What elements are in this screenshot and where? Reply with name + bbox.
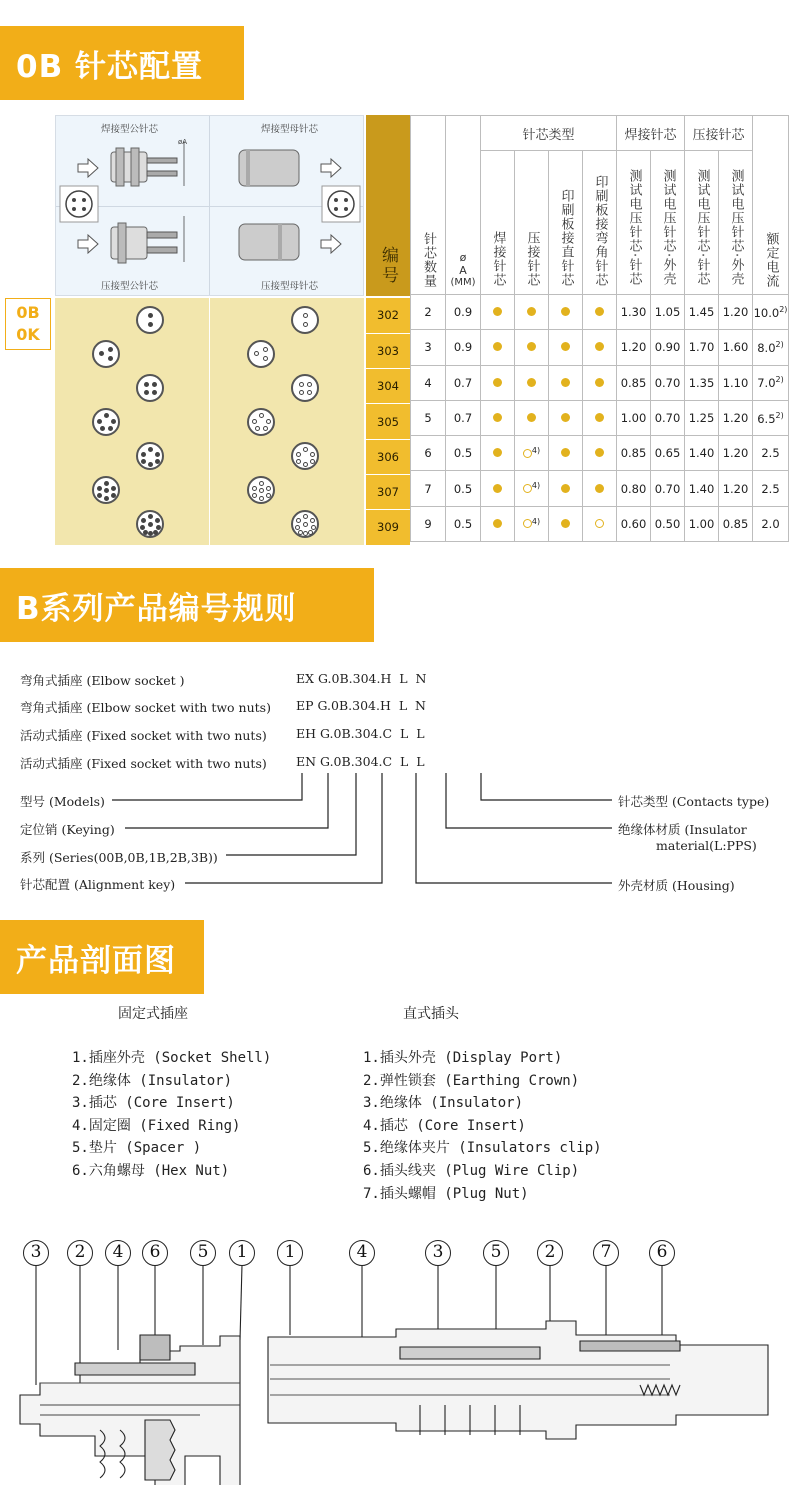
available-marker: [493, 448, 502, 457]
cell-voltage-3: [685, 295, 719, 330]
plug-part-2: 2.弹性锁套 (Earthing Crown): [363, 1072, 580, 1089]
value: 2.5: [761, 446, 780, 461]
cell-voltage-2: [651, 330, 685, 365]
value: 9: [424, 516, 432, 531]
legend-contacts: 针芯类型 (Contacts type): [618, 794, 770, 809]
available-marker: [493, 378, 502, 387]
value: 0.90: [654, 340, 681, 355]
socket-part-4: 4.固定圈 (Fixed Ring): [72, 1117, 241, 1134]
plug-part-4: 4.插芯 (Core Insert): [363, 1117, 526, 1134]
cell-solder-mark: [481, 295, 515, 330]
value: 2: [424, 305, 432, 320]
value: 0.5: [453, 446, 473, 461]
footnote: 2): [775, 375, 784, 385]
cell-current: [753, 400, 789, 435]
series-side-label: [5, 298, 51, 350]
available-marker: [595, 448, 604, 457]
value: 5: [424, 411, 432, 426]
value: 0.7: [453, 411, 473, 426]
female-pin-layouts: [210, 298, 365, 545]
available-marker: [493, 484, 502, 493]
pin-layout-303-female: [247, 340, 275, 368]
callout-plug-5: 5: [483, 1240, 509, 1266]
value: 1.00: [688, 516, 715, 531]
value: 0.7: [453, 375, 473, 390]
header-a-sym: ø: [459, 251, 467, 264]
value: 0.65: [654, 446, 681, 461]
value: 0.70: [654, 481, 681, 496]
value: 8.0: [757, 340, 776, 355]
rule-line-3-label: 活动式插座 (Fixed socket with two nuts): [20, 728, 267, 743]
callout-socket-5: 5: [190, 1240, 216, 1266]
cell-code: 305: [366, 404, 410, 439]
cell-pins: [411, 365, 446, 400]
spec-table: [410, 115, 789, 542]
cell-pcb-elbow-mark: [583, 400, 617, 435]
cell-current: [753, 506, 789, 541]
cell-pcb-elbow-mark: [583, 506, 617, 541]
cell-voltage-4: [719, 400, 753, 435]
cell-code: 302: [366, 298, 410, 333]
legend-keying: 定位销 (Keying): [20, 822, 115, 837]
value: 6: [424, 446, 432, 461]
value: 7.0: [757, 376, 776, 391]
available-marker: [527, 342, 536, 351]
value: 0.9: [453, 340, 473, 355]
cell-pcb-elbow-mark: [583, 330, 617, 365]
value: 6.5: [757, 411, 776, 426]
value: 1.70: [688, 340, 715, 355]
available-marker: [561, 342, 570, 351]
cell-diameter: [446, 295, 481, 330]
cell-voltage-4: [719, 330, 753, 365]
value: 0.70: [654, 411, 681, 426]
cell-voltage-2: [651, 506, 685, 541]
pin-layout-307-male: [92, 476, 120, 504]
cell-voltage-4: [719, 506, 753, 541]
value: 1.20: [620, 340, 647, 355]
header-current: 额定电流: [763, 232, 779, 288]
pin-layout-302-male: [136, 306, 164, 334]
rule-line-4-code: EN G.0B.304.C L L: [296, 754, 425, 769]
callout-socket-2: 2: [67, 1240, 93, 1266]
cell-solder-mark: [481, 330, 515, 365]
legend-housing: 外壳材质 (Housing): [618, 878, 735, 893]
rule-line-4-label: 活动式插座 (Fixed socket with two nuts): [20, 756, 267, 771]
cell-voltage-2: [651, 295, 685, 330]
socket-part-5: 5.垫片 (Spacer ): [72, 1140, 202, 1157]
cell-diameter: [446, 471, 481, 506]
spec-row: [411, 436, 789, 471]
side-label-0b: 0B: [16, 303, 40, 322]
optional-marker: [595, 519, 604, 528]
cell-voltage-2: [651, 400, 685, 435]
value: 2.0: [761, 516, 780, 531]
header-solder-test: 焊接针芯: [617, 116, 685, 151]
socket-part-3: 3.插芯 (Core Insert): [72, 1095, 235, 1112]
header-t3: 测试电压针芯·针芯: [694, 169, 710, 287]
spec-row: [411, 330, 789, 365]
header-crimp-test: 压接针芯: [685, 116, 753, 151]
available-marker: [493, 519, 502, 528]
cell-pcb-straight-mark: [549, 471, 583, 506]
value: 1.20: [722, 481, 749, 496]
cell-solder-mark: [481, 400, 515, 435]
spec-row: [411, 365, 789, 400]
plug-part-3: 3.绝缘体 (Insulator): [363, 1095, 524, 1112]
code-column: [366, 298, 410, 546]
cell-pins: [411, 506, 446, 541]
cell-pcb-elbow-mark: [583, 365, 617, 400]
plug-part-7: 7.插头螺帽 (Plug Nut): [363, 1185, 529, 1202]
cell-crimp-mark: [515, 330, 549, 365]
value: 2.5: [761, 481, 780, 496]
cell-code: 304: [366, 369, 410, 404]
value: 0.80: [620, 481, 647, 496]
cell-code: 309: [366, 510, 410, 545]
value: 3: [424, 340, 432, 355]
value: 1.40: [688, 446, 715, 461]
cell-voltage-4: [719, 295, 753, 330]
cell-solder-mark: [481, 436, 515, 471]
spec-row: [411, 295, 789, 330]
plug-part-1: 1.插头外壳 (Display Port): [363, 1050, 563, 1066]
footnote: 2): [779, 304, 788, 314]
header-t4: 测试电压针芯·外壳: [728, 169, 744, 287]
pin-layout-303-male: [92, 340, 120, 368]
side-label-0k: 0K: [16, 325, 40, 344]
cell-pins: [411, 400, 446, 435]
cell-code: 306: [366, 439, 410, 474]
cell-voltage-1: [617, 506, 651, 541]
pin-layout-309-female: [291, 510, 319, 538]
cell-pins: [411, 330, 446, 365]
legend-insulator-material: material(L:PPS): [656, 838, 757, 853]
available-marker: [595, 342, 604, 351]
header-code: 编号: [366, 115, 410, 296]
cell-voltage-1: [617, 295, 651, 330]
optional-marker: [523, 484, 532, 493]
cell-diameter: [446, 436, 481, 471]
pin-layout-304-female: [291, 374, 319, 402]
value: 1.05: [654, 305, 681, 320]
callout-plug-3: 3: [425, 1240, 451, 1266]
cell-voltage-1: [617, 400, 651, 435]
callout-socket-6: 6: [142, 1240, 168, 1266]
fixed-socket-title: 固定式插座: [118, 1006, 188, 1022]
available-marker: [595, 413, 604, 422]
header-t2: 测试电压针芯·外壳: [660, 169, 676, 287]
cell-voltage-3: [685, 365, 719, 400]
label-solder-female: 焊接型母针芯: [261, 124, 319, 135]
value: 0.85: [620, 375, 647, 390]
socket-parts-list: [72, 1047, 271, 1183]
callout-socket-3: 3: [23, 1240, 49, 1266]
cell-voltage-3: [685, 436, 719, 471]
value: 10.0: [753, 305, 780, 320]
value: 1.60: [722, 340, 749, 355]
value: 1.10: [722, 375, 749, 390]
spec-row: [411, 400, 789, 435]
value: 4: [424, 375, 432, 390]
footnote: 4): [531, 481, 541, 491]
socket-part-2: 2.绝缘体 (Insulator): [72, 1072, 233, 1089]
label-dim-a: øA: [178, 138, 188, 146]
cell-current: [753, 295, 789, 330]
plug-parts-list: [363, 1047, 602, 1205]
value: 1.20: [722, 411, 749, 426]
header-solder: 焊接针芯: [490, 230, 506, 287]
cell-crimp-mark: [515, 400, 549, 435]
pin-layout-307-female: [247, 476, 275, 504]
callout-plug-7: 7: [593, 1240, 619, 1266]
cell-crimp-mark: [515, 471, 549, 506]
value: 0.9: [453, 305, 473, 320]
value: 0.85: [722, 516, 749, 531]
cell-pcb-elbow-mark: [583, 471, 617, 506]
header-pcb-straight: 印刷板接直针芯: [558, 188, 574, 287]
optional-marker: [523, 519, 532, 528]
value: 1.20: [722, 305, 749, 320]
male-pin-layouts: [55, 298, 210, 545]
plug-part-5: 5.绝缘体夹片 (Insulators clip): [363, 1140, 602, 1157]
value: 0.85: [620, 446, 647, 461]
pin-layout-302-female: [291, 306, 319, 334]
value: 0.60: [620, 516, 647, 531]
cell-solder-mark: [481, 365, 515, 400]
pin-layout-305-female: [247, 408, 275, 436]
header-pins: 针芯数量: [421, 232, 436, 288]
straight-plug-title: 直式插头: [403, 1006, 459, 1022]
cell-current: [753, 471, 789, 506]
callout-socket-1: 1: [229, 1240, 255, 1266]
cell-pcb-straight-mark: [549, 506, 583, 541]
cell-pins: [411, 471, 446, 506]
section2-title: B系列产品编号规则: [0, 568, 374, 642]
available-marker: [595, 484, 604, 493]
rule-line-1-code: EX G.0B.304.H L N: [296, 671, 427, 686]
cell-crimp-mark: [515, 436, 549, 471]
pin-layout-304-male: [136, 374, 164, 402]
cell-pins: [411, 295, 446, 330]
available-marker: [561, 484, 570, 493]
footnote: 2): [775, 340, 784, 350]
pin-type-diagram: [55, 115, 364, 296]
available-marker: [595, 307, 604, 316]
header-a-unit: (MM): [450, 277, 476, 288]
value: 0.50: [654, 516, 681, 531]
legend-series: 系列 (Series(00B,0B,1B,2B,3B)): [20, 850, 218, 865]
pin-layout-306-male: [136, 442, 164, 470]
cell-diameter: [446, 400, 481, 435]
pin-layout-305-male: [92, 408, 120, 436]
cell-pcb-straight-mark: [549, 365, 583, 400]
legend-insulator: 绝缘体材质 (Insulator: [618, 822, 747, 837]
section1-title: 0B 针芯配置: [0, 26, 244, 100]
cell-voltage-2: [651, 436, 685, 471]
cell-diameter: [446, 365, 481, 400]
value: 1.20: [722, 446, 749, 461]
value: 1.00: [620, 411, 647, 426]
callout-socket-4: 4: [105, 1240, 131, 1266]
cell-voltage-4: [719, 471, 753, 506]
value: 7: [424, 481, 432, 496]
available-marker: [493, 307, 502, 316]
header-a: A: [459, 264, 467, 277]
cell-pcb-straight-mark: [549, 330, 583, 365]
cell-pcb-straight-mark: [549, 400, 583, 435]
spec-row: [411, 506, 789, 541]
cell-pcb-elbow-mark: [583, 295, 617, 330]
rule-line-2-label: 弯角式插座 (Elbow socket with two nuts): [20, 700, 271, 715]
header-t1: 测试电压针芯·针芯: [626, 169, 642, 287]
value: 1.45: [688, 305, 715, 320]
plug-part-6: 6.插头线夹 (Plug Wire Clip): [363, 1162, 580, 1179]
footnote: 2): [775, 410, 784, 420]
available-marker: [493, 342, 502, 351]
legend-models: 型号 (Models): [20, 794, 105, 809]
value: 1.30: [620, 305, 647, 320]
footnote: 4): [531, 445, 541, 455]
cell-voltage-1: [617, 471, 651, 506]
cell-solder-mark: [481, 471, 515, 506]
cell-diameter: [446, 330, 481, 365]
value: 0.5: [453, 516, 473, 531]
cell-pcb-straight-mark: [549, 436, 583, 471]
value: 1.40: [688, 481, 715, 496]
callout-plug-1: 1: [277, 1240, 303, 1266]
callout-plug-4: 4: [349, 1240, 375, 1266]
available-marker: [561, 307, 570, 316]
cell-voltage-3: [685, 400, 719, 435]
header-pcb-elbow: 印刷板接弯角针芯: [592, 174, 608, 287]
cell-pins: [411, 436, 446, 471]
cell-crimp-mark: [515, 506, 549, 541]
cell-voltage-3: [685, 330, 719, 365]
spec-row: [411, 471, 789, 506]
cell-voltage-2: [651, 471, 685, 506]
pin-layout-309-male: [136, 510, 164, 538]
available-marker: [561, 448, 570, 457]
pin-layout-306-female: [291, 442, 319, 470]
available-marker: [527, 413, 536, 422]
cell-pcb-elbow-mark: [583, 436, 617, 471]
socket-part-6: 6.六角螺母 (Hex Nut): [72, 1162, 230, 1179]
cell-crimp-mark: [515, 365, 549, 400]
cell-current: [753, 365, 789, 400]
cell-voltage-1: [617, 365, 651, 400]
available-marker: [561, 413, 570, 422]
available-marker: [561, 519, 570, 528]
rule-line-3-code: EH G.0B.304.C L L: [296, 726, 425, 741]
cell-code: 307: [366, 474, 410, 509]
header-pin-type: 针芯类型: [481, 116, 617, 151]
cell-voltage-3: [685, 471, 719, 506]
available-marker: [527, 378, 536, 387]
cell-voltage-4: [719, 436, 753, 471]
label-solder-male: 焊接型公针芯: [101, 124, 159, 135]
footnote: 4): [531, 516, 541, 526]
available-marker: [493, 413, 502, 422]
value: 1.25: [688, 411, 715, 426]
cell-voltage-3: [685, 506, 719, 541]
optional-marker: [523, 449, 532, 458]
cell-current: [753, 436, 789, 471]
cell-current: [753, 330, 789, 365]
rule-connector-lines: [0, 640, 790, 900]
callout-plug-2: 2: [537, 1240, 563, 1266]
available-marker: [561, 378, 570, 387]
cell-solder-mark: [481, 506, 515, 541]
connector-drawings: [56, 116, 365, 297]
cell-voltage-4: [719, 365, 753, 400]
socket-part-1: 1.插座外壳 (Socket Shell): [72, 1050, 272, 1066]
cell-code: 303: [366, 333, 410, 368]
cell-voltage-1: [617, 436, 651, 471]
label-crimp-male: 压接型公针芯: [101, 281, 159, 292]
rule-line-1-label: 弯角式插座 (Elbow socket ): [20, 673, 185, 688]
cell-voltage-2: [651, 365, 685, 400]
cell-pcb-straight-mark: [549, 295, 583, 330]
section3-title: 产品剖面图: [0, 920, 204, 994]
cell-diameter: [446, 506, 481, 541]
available-marker: [527, 307, 536, 316]
callout-plug-6: 6: [649, 1240, 675, 1266]
value: 0.5: [453, 481, 473, 496]
cross-section-drawing: [0, 1255, 790, 1485]
legend-alignment: 针芯配置 (Alignment key): [20, 877, 176, 892]
rule-line-2-code: EP G.0B.304.H L N: [296, 698, 426, 713]
value: 1.35: [688, 375, 715, 390]
cell-crimp-mark: [515, 295, 549, 330]
header-crimp: 压接针芯: [524, 230, 540, 287]
value: 0.70: [654, 375, 681, 390]
label-crimp-female: 压接型母针芯: [261, 281, 319, 292]
available-marker: [595, 378, 604, 387]
cell-voltage-1: [617, 330, 651, 365]
